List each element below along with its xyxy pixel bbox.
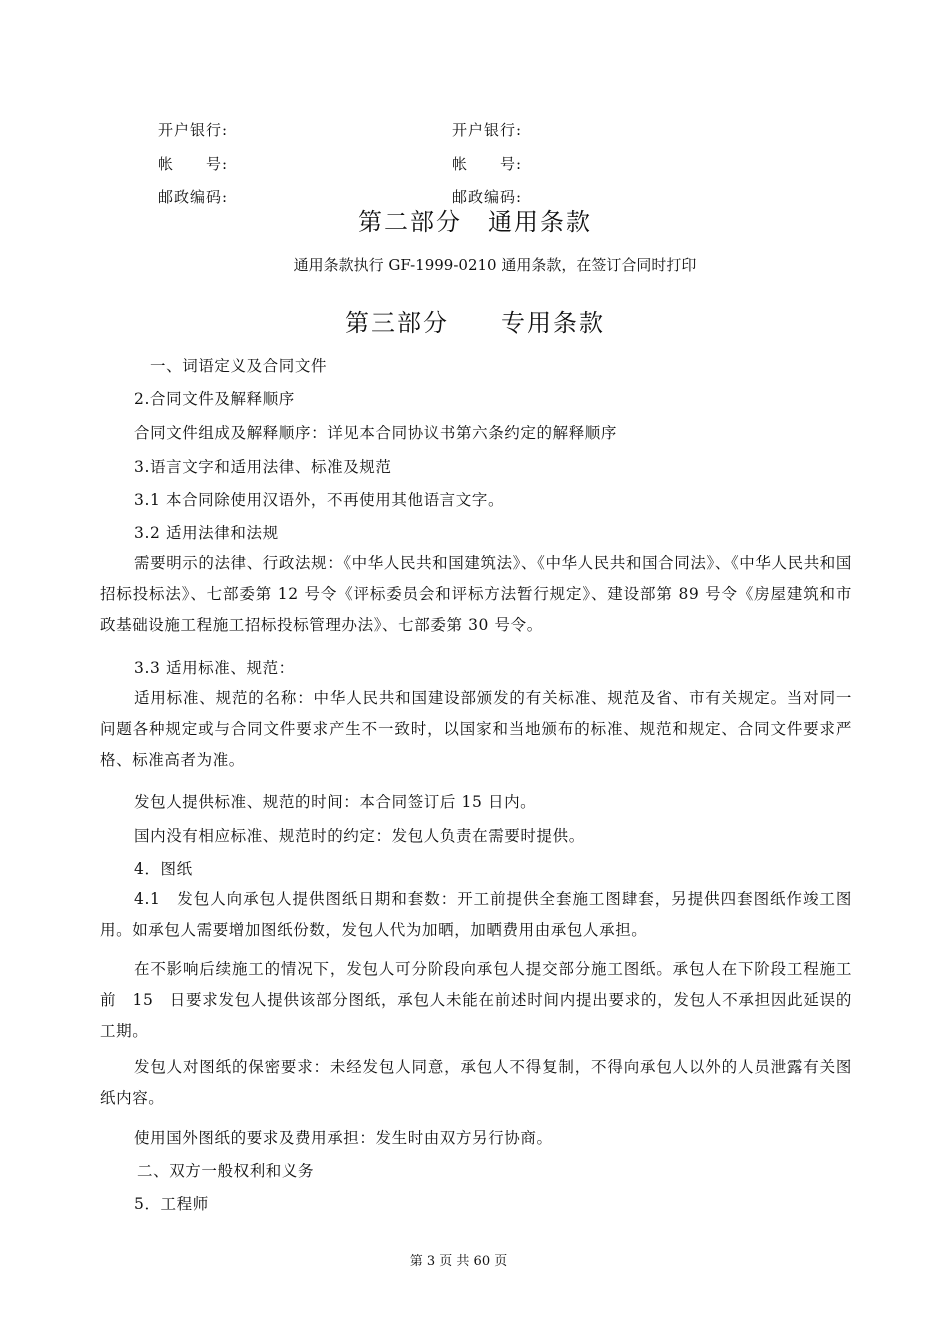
clause-5-heading: 5．工程师 <box>134 1195 209 1213</box>
clause-2-body: 合同文件组成及解释顺序：详见本合同协议书第六条约定的解释顺序 <box>134 424 618 442</box>
clause-2-heading: 2.合同文件及解释顺序 <box>134 390 295 408</box>
clause-4-foreign: 使用国外图纸的要求及费用承担：发生时由双方另行协商。 <box>134 1129 553 1147</box>
clause-3-3-none: 国内没有相应标准、规范时的约定：发包人负责在需要时提供。 <box>134 827 585 845</box>
clause-4-1: 4.1 发包人向承包人提供图纸日期和套数：开工前提供全套施工图肆套，另提供四套图纸作竣工图用。如承包人需要增加图纸份数，发包人代为加晒，加晒费用由承包人承担。 <box>100 890 852 939</box>
clause-4-secret: 发包人对图纸的保密要求：未经发包人同意，承包人不得复制，不得向承包人以外的人员泄露有关图纸内容。 <box>100 1058 852 1107</box>
clause-3-3-heading: 3.3 适用标准、规范： <box>134 659 295 677</box>
clause-3-2-body: 需要明示的法律、行政法规：《中华人民共和国建筑法》、《中华人民共和国合同法》、《中华人民共和国招标投标法》、七部委第 12 号令《评标委员会和评标方法暂行规定》、建设部第 89 号令《房屋建筑和市政基础设施工程施工招标投标管理办法》、七部委第 30 号令。 <box>100 554 852 634</box>
left-postcode-label: 邮政编码: <box>158 188 229 206</box>
clause-3-heading: 3.语言文字和适用法律、标准及规范 <box>134 458 392 476</box>
clause-3-3-body: 适用标准、规范的名称：中华人民共和国建设部颁发的有关标准、规范及省、市有关规定。当对同一问题各种规定或与合同文件要求产生不一致时，以国家和当地颁布的标准、规范和规定、合同文件要求严格、标准高者为准。 <box>100 689 852 769</box>
left-bank-label: 开户银行: <box>158 121 229 139</box>
clause-3-3-time: 发包人提供标准、规范的时间：本合同签订后 15 日内。 <box>134 793 537 811</box>
section-2-heading: 二、双方一般权利和义务 <box>137 1162 315 1180</box>
part3-title: 第三部分 专用条款 <box>345 309 605 337</box>
clause-3-2-heading: 3.2 适用法律和法规 <box>134 524 279 542</box>
right-account-label: 帐 号: <box>452 155 523 173</box>
right-postcode-label: 邮政编码: <box>452 188 523 206</box>
clause-4-phase: 在不影响后续施工的情况下，发包人可分阶段向承包人提交部分施工图纸。承包人在下阶段工程施工前 15 日要求发包人提供该部分图纸，承包人未能在前述时间内提出要求的，发包人不承担因此延误的工期。 <box>100 960 852 1040</box>
left-account-label: 帐 号: <box>158 155 229 173</box>
part2-note: 通用条款执行 GF-1999-0210 通用条款，在签订合同时打印 <box>293 256 697 274</box>
clause-3-1: 3.1 本合同除使用汉语外，不再使用其他语言文字。 <box>134 491 505 509</box>
section-1-heading: 一、词语定义及合同文件 <box>150 357 328 375</box>
clause-4-heading: 4．图纸 <box>134 860 193 878</box>
part2-title: 第二部分 通用条款 <box>358 208 592 236</box>
page-number: 第 3 页 共 60 页 <box>409 1254 508 1269</box>
right-bank-label: 开户银行: <box>452 121 523 139</box>
